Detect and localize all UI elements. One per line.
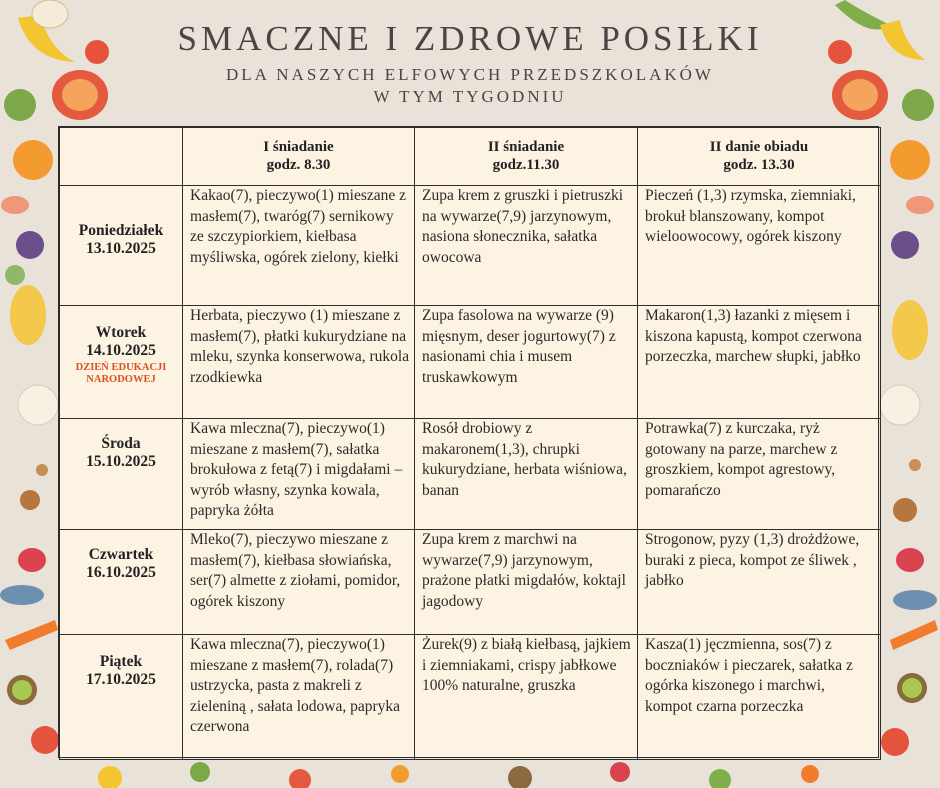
column-name: I śniadanie xyxy=(263,139,334,155)
day-cell xyxy=(60,635,183,760)
page-subtitle-week: W TYM TYGODNIU xyxy=(373,87,567,106)
pineapple-icon xyxy=(892,300,928,360)
lunch-cell: Kasza(1) jęczmienna, sos(7) z boczniaków i pieczarek, sałatka z ogórka kiszonego i marchwi, kompot czarna porzeczka xyxy=(638,635,881,760)
lunch-cell: Potrawka(7) z kurczaka, ryż gotowany na parze, marchew z groszkiem, kompot agrestowy, pomarańczo xyxy=(638,419,881,530)
shrimp-icon xyxy=(1,196,29,214)
carrot-icon xyxy=(890,620,938,650)
weekly-menu-table xyxy=(58,126,879,758)
column-header-lunch xyxy=(638,128,881,186)
breakfast-cell: Kakao(7), pieczywo(1) mieszane z masłem(7), twaróg(7) sernikowy ze szczypiorkiem, kiełbasa myśliwska, ogórek zielony, kiełki xyxy=(183,186,415,306)
header-empty-cell xyxy=(60,128,183,186)
day-date: 16.10.2025 xyxy=(86,564,156,581)
day-name: Poniedziałek xyxy=(78,222,164,239)
column-header-breakfast xyxy=(183,128,415,186)
day-date: 17.10.2025 xyxy=(86,671,156,688)
cauliflower-icon xyxy=(880,385,920,425)
table-row-friday xyxy=(60,635,881,760)
nuts-icon xyxy=(909,459,921,471)
column-name: II śniadanie xyxy=(487,139,565,155)
day-name: Środa xyxy=(101,435,141,452)
eggplant-icon xyxy=(16,231,44,259)
radish-icon xyxy=(18,548,46,572)
carrot-icon xyxy=(5,620,58,650)
page-subtitle: DLA NASZYCH ELFOWYCH PRZEDSZKOLAKÓW xyxy=(226,65,714,84)
day-date: 13.10.2025 xyxy=(86,240,156,257)
page-title: SMACZNE I ZDROWE POSIŁKI xyxy=(177,19,763,58)
second-breakfast-cell: Żurek(9) z białą kiełbasą, jajkiem i ziemniakami, crispy jabłkowe 100% naturalne, gruszka xyxy=(415,635,638,760)
table-row-thursday xyxy=(60,530,881,635)
day-cell xyxy=(60,306,183,419)
lunch-cell: Strogonow, pyzy (1,3) drożdżowe, buraki z pieca, kompot ze śliwek , jabłko xyxy=(638,530,881,635)
column-time: godz. 13.30 xyxy=(723,157,795,173)
fish-icon xyxy=(893,590,937,610)
lunch-cell: Pieczeń (1,3) rzymska, ziemniaki, brokuł blanszowany, kompot wieloowocowy, ogórek kiszony xyxy=(638,186,881,306)
radish-icon xyxy=(896,548,924,572)
cauliflower-icon xyxy=(18,385,58,425)
holiday-note: DZIEŃ EDUKACJI NARODOWEJ xyxy=(75,362,167,385)
nuts-icon xyxy=(36,464,48,476)
day-cell xyxy=(60,186,183,306)
second-breakfast-cell: Rosół drobiowy z makaronem(1,3), chrupki kukurydziane, herbata wiśniowa, banan xyxy=(415,419,638,530)
second-breakfast-cell: Zupa krem z gruszki i pietruszki na wywarze(7,9) jarzynowym, nasiona słonecznika, sałatka owocowa xyxy=(415,186,638,306)
fish-icon xyxy=(0,585,44,605)
pineapple-icon xyxy=(10,285,46,345)
second-breakfast-cell: Zupa krem z marchwi na wywarze(7,9) jarzynowym, prażone płatki migdałów, koktajl jagodowy xyxy=(415,530,638,635)
table-row-monday xyxy=(60,186,881,306)
second-breakfast-cell: Zupa fasolowa na wywarze (9) mięsnym, deser jogurtowy(7) z nasionami chia i musem truskawkowym xyxy=(415,306,638,419)
breakfast-cell: Kawa mleczna(7), pieczywo(1) mieszane z masłem(7), rolada(7) ustrzycka, pasta z makreli z zieleniną , sałata lodowa, papryka czerwona xyxy=(183,635,415,760)
day-date: 15.10.2025 xyxy=(86,453,156,470)
table-header-row xyxy=(60,128,881,186)
column-time: godz.11.30 xyxy=(492,157,560,173)
breakfast-cell: Kawa mleczna(7), pieczywo(1) mieszane z masłem(7), sałatka brokułowa z fetą(7) i migdałami – wyrób własny, szynka kowala, papryka żółta xyxy=(183,419,415,530)
day-name: Czwartek xyxy=(88,546,154,563)
breakfast-cell: Mleko(7), pieczywo mieszane z masłem(7), kiełbasa słowiańska, ser(7) almette z ziołami, pomidor, ogórek kiszony xyxy=(183,530,415,635)
pepper-icon xyxy=(31,726,59,754)
day-name: Piątek xyxy=(99,653,143,670)
day-name: Wtorek xyxy=(95,324,147,341)
day-cell xyxy=(60,419,183,530)
orange-icon xyxy=(13,140,53,180)
lunch-cell: Makaron(1,3) łazanki z mięsem i kiszona kapustą, kompot czerwona porzeczka, marchew słupki, jabłko xyxy=(638,306,881,419)
breakfast-cell: Herbata, pieczywo (1) mieszane z masłem(7), płatki kukurydziane na mleku, szynka konserwowa, rukola rzodkiewka xyxy=(183,306,415,419)
page-header xyxy=(0,18,940,108)
orange-icon xyxy=(890,140,930,180)
day-date: 14.10.2025 xyxy=(86,342,156,359)
day-cell xyxy=(60,530,183,635)
pepper-icon xyxy=(881,728,909,756)
table-row-tuesday xyxy=(60,306,881,419)
shrimp-icon xyxy=(906,196,934,214)
column-time: godz. 8.30 xyxy=(266,157,331,173)
column-name: II danie obiadu xyxy=(709,139,809,155)
column-header-second-breakfast xyxy=(415,128,638,186)
table-row-wednesday xyxy=(60,419,881,530)
